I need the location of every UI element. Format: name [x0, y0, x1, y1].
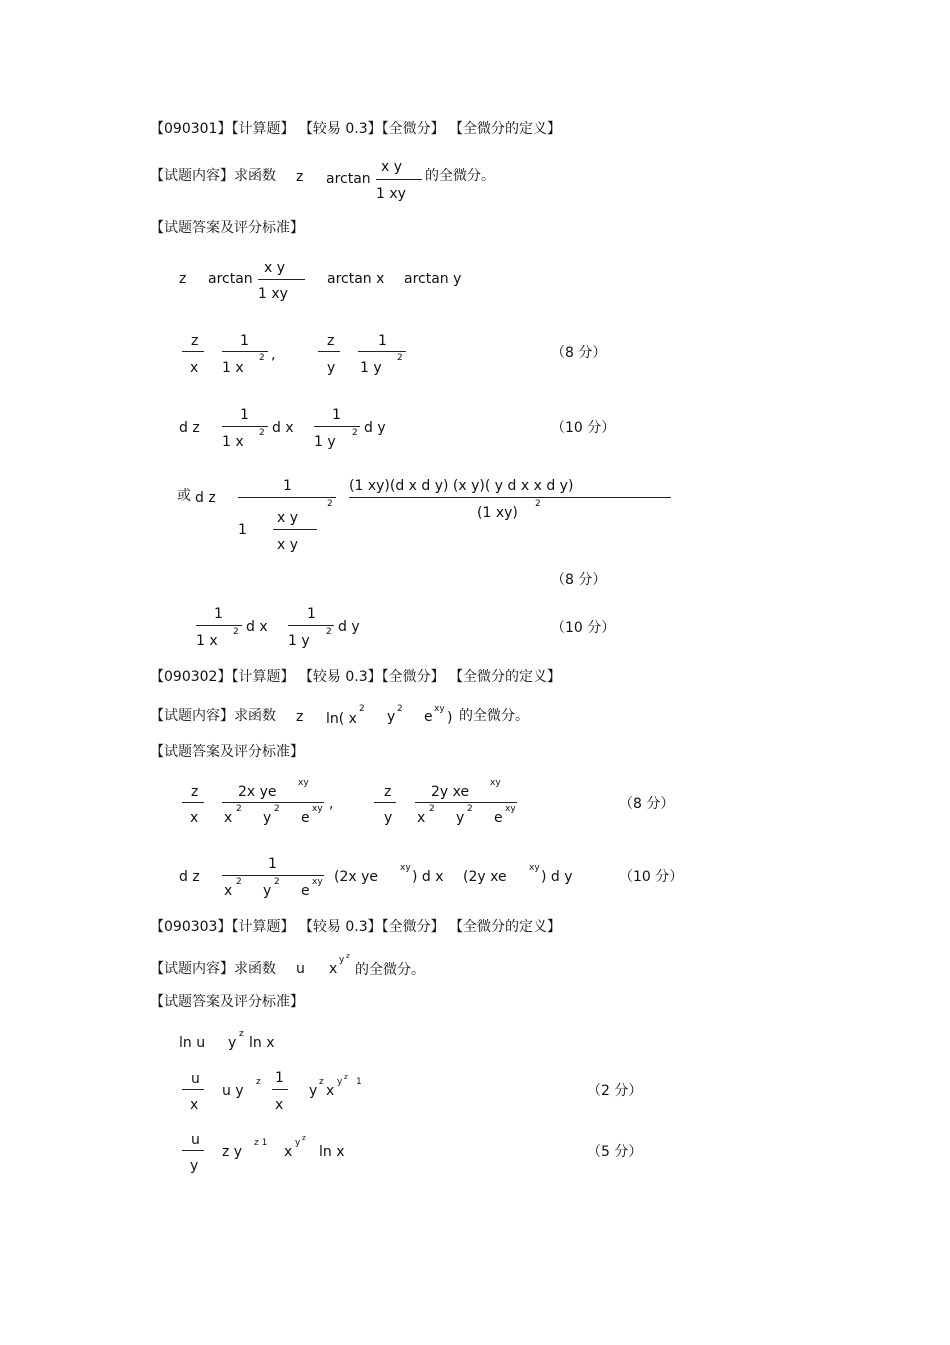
q2-p2-den-e: e [494, 810, 503, 826]
q2-score-2: （10 分） [619, 869, 684, 885]
q2-var-z: z [296, 709, 304, 725]
q2-dz-den-sxy: xy [312, 877, 323, 887]
q2-dz-den-x: x [224, 883, 233, 899]
q1-dz-d1: 1 x [222, 434, 244, 450]
q1-p1-num: 1 [240, 333, 249, 349]
q2-dz-den-e: e [301, 883, 310, 899]
q3-lnx2: ln x [319, 1144, 345, 1160]
q1-p1-sup: 2 [259, 353, 265, 363]
q1-alt-dz: d z [195, 490, 216, 506]
q1-last-bar2 [288, 625, 334, 626]
q1-score-1: （8 分） [551, 345, 607, 361]
q2-py-den: y [384, 810, 393, 826]
q2-p1-bar [222, 802, 324, 803]
q2-dz: d z [179, 869, 200, 885]
q2-p2-bar [415, 802, 517, 803]
q2-p1-num: 2x ye [238, 784, 277, 800]
q1-frac-bar [376, 179, 422, 180]
q3-header: 【090303】【计算题】 【较易 0.3】【全微分】 【全微分的定义】 [150, 919, 562, 935]
q3-answer-label: 【试题答案及评分标准】 [150, 994, 304, 1010]
q2-ln-close: ) [447, 710, 453, 726]
q3-z-y: z y [222, 1144, 243, 1160]
q3-score-2: （5 分） [587, 1144, 643, 1160]
q2-content-suffix: 的全微分。 [459, 708, 529, 724]
q1-alt-prefix: 或 [177, 488, 191, 504]
q1-score-2: （10 分） [551, 420, 616, 436]
q1-alt-bar-outer [238, 497, 336, 498]
q2-dz-p2: (2y xe [463, 869, 507, 885]
q1-pz2-bar [318, 351, 340, 352]
q2-dz-p1-sup: xy [400, 863, 411, 873]
q1-alt-den-big: (1 xy) [477, 505, 518, 521]
q1-dz-n1: 1 [240, 407, 249, 423]
q2-dz-den-s2: 2 [274, 877, 280, 887]
q3-pu2-bar [182, 1150, 204, 1151]
q1-last-n1: 1 [214, 606, 223, 622]
q2-dz-bar [222, 875, 324, 876]
q1-alt-inner-den: x y [277, 537, 299, 553]
q3-sup-z: z [346, 952, 350, 960]
q3-lnu: ln u [179, 1035, 206, 1051]
q2-p2-den-s2: 2 [467, 804, 473, 814]
q2-content-label: 【试题内容】求函数 [150, 708, 276, 724]
q2-p1-den-s1: 2 [236, 804, 242, 814]
q3-px-den: x [190, 1097, 199, 1113]
q1-eq1-z: z [179, 271, 187, 287]
q2-header: 【090302】【计算题】 【较易 0.3】【全微分】 【全微分的定义】 [150, 669, 562, 685]
q1-score-4: （10 分） [551, 620, 616, 636]
q2-p1-den-e: e [301, 810, 310, 826]
q3-pu-bar [182, 1089, 204, 1090]
q2-p2-den-x: x [417, 810, 426, 826]
q1-alt-inner-num: x y [277, 510, 299, 526]
q3-pu-num: u [191, 1071, 200, 1087]
q3-x2-sup-y: y [295, 1138, 301, 1148]
q1-last-n2: 1 [307, 606, 316, 622]
q3-u-y: u y [222, 1083, 244, 1099]
q1-eq1-den: 1 xy [258, 286, 288, 302]
q1-p2-den: 1 y [360, 360, 382, 376]
q2-pz2-num: z [384, 784, 392, 800]
q1-dz-dy: d y [364, 420, 386, 436]
q2-ln-s1: 2 [359, 704, 365, 714]
q1-comma: , [271, 347, 276, 363]
q2-answer-label: 【试题答案及评分标准】 [150, 744, 304, 760]
q2-pz1-bar [182, 802, 204, 803]
q2-dz-den-s1: 2 [236, 877, 242, 887]
q1-last-d1: 1 x [196, 633, 218, 649]
q1-last-dx: d x [246, 619, 268, 635]
q1-score-3: （8 分） [551, 572, 607, 588]
q3-yz-y: y [309, 1083, 318, 1099]
q3-var-u: u [296, 961, 305, 977]
q1-frac-num: x y [381, 159, 403, 175]
q1-eq1-bar [258, 279, 305, 280]
q1-px-den: x [190, 360, 199, 376]
q1-alt-one: 1 [283, 478, 292, 494]
q1-pz-bar [182, 351, 204, 352]
q3-pu2-num: u [191, 1132, 200, 1148]
q2-ln-e: e [424, 709, 433, 725]
q2-p1-den-y: y [263, 810, 272, 826]
q2-p1-num-sup: xy [298, 778, 309, 788]
q1-last-bar1 [196, 625, 242, 626]
q1-content-label: 【试题内容】求函数 [150, 168, 276, 184]
q1-frac-den: 1 xy [376, 186, 406, 202]
q2-p2-den-y: y [456, 810, 465, 826]
q1-content-suffix: 的全微分。 [425, 168, 495, 184]
q3-x2: x [284, 1144, 293, 1160]
q1-py-den: y [327, 360, 336, 376]
q2-p1-den-x: x [224, 810, 233, 826]
q3-z-y-sup: z 1 [254, 1138, 268, 1148]
q1-p2-sup: 2 [397, 353, 403, 363]
q1-eq1-arctany: arctan y [404, 271, 462, 287]
q1-header: 【090301】【计算题】 【较易 0.3】【全微分】 【全微分的定义】 [150, 121, 562, 137]
q2-dz-p1: (2x ye [334, 869, 379, 885]
q2-ln-sxy: xy [434, 704, 445, 714]
q3-x-sup-z: z [344, 1073, 348, 1081]
q3-u-y-z: z [256, 1077, 261, 1087]
q2-ln: ln( x [326, 711, 357, 727]
q2-dz-p2-sup: xy [529, 863, 540, 873]
q2-p2-den-s1: 2 [429, 804, 435, 814]
q1-p2-num: 1 [378, 333, 387, 349]
q1-var-z: z [296, 169, 304, 185]
q1-alt-inner-bar [273, 529, 317, 530]
q3-lnu-lnx: ln x [249, 1035, 275, 1051]
q1-dz-n2: 1 [332, 407, 341, 423]
q2-p1-den-sxy: xy [312, 804, 323, 814]
q3-yz-z: z [319, 1077, 324, 1087]
q1-answer-label: 【试题答案及评分标准】 [150, 220, 304, 236]
q3-x-sup-1: 1 [356, 1077, 362, 1087]
q1-pz-num: z [191, 333, 199, 349]
q2-pz1-num: z [191, 784, 199, 800]
q1-dz-bar2 [314, 426, 360, 427]
q3-sup-y: y [339, 955, 345, 965]
q1-dz-d2: 1 y [314, 434, 336, 450]
q1-eq1-num: x y [264, 260, 286, 276]
q3-score-1: （2 分） [587, 1083, 643, 1099]
q3-content-suffix: 的全微分。 [355, 962, 425, 978]
q3-var-x: x [329, 961, 338, 977]
q1-alt-bar-big [349, 497, 671, 498]
q3-frac-one: 1 [275, 1070, 284, 1086]
q2-dz-p2-end: ) d y [541, 869, 573, 885]
q2-dz-num: 1 [268, 856, 277, 872]
q3-frac-x: x [275, 1097, 284, 1113]
q1-last-s2: 2 [326, 627, 332, 637]
q1-arctan: arctan [326, 171, 371, 187]
q3-lnu-z: z [239, 1029, 244, 1039]
q1-last-dy: d y [338, 619, 360, 635]
q1-dz-s1: 2 [259, 428, 265, 438]
q3-frac-bar [272, 1089, 288, 1090]
q2-p2-den-sxy: xy [505, 804, 516, 814]
q1-alt-den-one: 1 [238, 522, 247, 538]
q1-p2-bar [358, 351, 406, 352]
q1-last-s1: 2 [233, 627, 239, 637]
q3-lnu-y: y [228, 1035, 237, 1051]
q2-p2-num-sup: xy [490, 778, 501, 788]
q1-p1-bar [222, 351, 268, 352]
q2-px-den: x [190, 810, 199, 826]
q3-x-base: x [326, 1083, 335, 1099]
q2-dz-den-y: y [263, 883, 272, 899]
q2-score-1: （8 分） [619, 796, 675, 812]
q1-eq1-arctanx: arctan x [327, 271, 385, 287]
q2-dz-p1-end: ) d x [412, 869, 444, 885]
q1-alt-num-big: (1 xy)(d x d y) (x y)( y d x x d y) [349, 478, 574, 494]
q1-dz-dx: d x [272, 420, 294, 436]
q3-x-sup-y: y [337, 1077, 343, 1087]
q1-dz-s2: 2 [352, 428, 358, 438]
q1-dz: d z [179, 420, 200, 436]
q2-p2-num: 2y xe [431, 784, 470, 800]
q2-ln-y: y [387, 709, 396, 725]
q1-p1-den: 1 x [222, 360, 244, 376]
q1-eq1-arctan: arctan [208, 271, 253, 287]
q2-ln-s2: 2 [397, 704, 403, 714]
q2-comma: , [329, 796, 334, 812]
q1-last-d2: 1 y [288, 633, 310, 649]
q3-py-den: y [190, 1158, 199, 1174]
q1-alt-sup: 2 [327, 499, 333, 509]
q3-x2-sup-z: z [302, 1134, 306, 1142]
q1-alt-den-sup: 2 [535, 499, 541, 509]
q2-pz2-bar [374, 802, 396, 803]
q1-dz-bar1 [222, 426, 268, 427]
q3-content-label: 【试题内容】求函数 [150, 961, 276, 977]
q2-p1-den-s2: 2 [274, 804, 280, 814]
q1-pz2-num: z [327, 333, 335, 349]
